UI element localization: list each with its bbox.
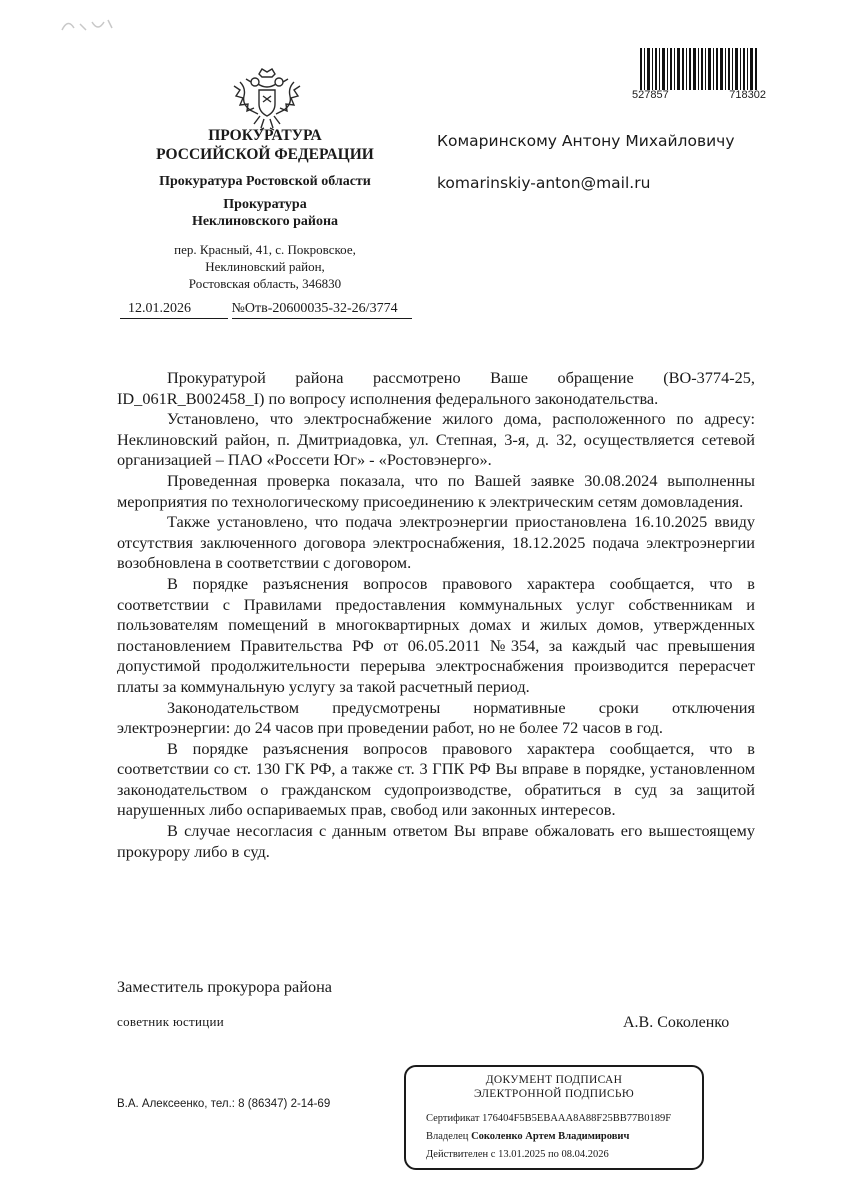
barcode-numbers [632, 89, 766, 101]
letter-body [117, 368, 755, 862]
body-paragraph: В порядке разъяснения вопросов правового характера сообщается, что в соответствии со ст. 130 ГК РФ, а также ст. 3 ГПК РФ Вы вправе в порядке, установленном законодательством о гражданском судопроизводстве, обратиться в суд за защитой нарушенных либо оспариваемых прав, свобод или законных интересов. [117, 738, 755, 820]
stamp-validity [426, 1149, 609, 1160]
district-office-line2: Неклиновского района [191, 214, 339, 229]
body-paragraph: Законодательством предусмотрены нормативные сроки отключения электроэнергии: до 24 часов при проведении работ, но не более 72 часов в год. [117, 697, 755, 738]
org-name-line1: ПРОКУРАТУРА [208, 127, 322, 144]
scan-mark-icon [58, 10, 118, 40]
district-office [120, 196, 410, 230]
stamp-cert-label: Сертификат [426, 1113, 480, 1124]
stamp-owner [426, 1131, 629, 1142]
body-paragraph: В случае несогласия с данным ответом Вы вправе обжаловать его вышестоящему прокурору либо в суд. [117, 821, 755, 861]
registration-number: №Отв-20600035-32-26/3774 [232, 301, 412, 319]
body-paragraph: Проведенная проверка показала, что по Вашей заявке 30.08.2024 выполненны мероприятия по технологическому присоединению к электрическим сетям домовладения. [117, 470, 755, 511]
signatory-title: Заместитель прокурора района [117, 977, 333, 996]
stamp-valid-from: 13.01.2025 [498, 1149, 546, 1160]
stamp-title-line2: ЭЛЕКТРОННОЙ ПОДПИСЬЮ [474, 1088, 634, 1100]
stamp-valid-to-label: по [547, 1149, 559, 1160]
barcode-icon [640, 48, 758, 90]
stamp-owner-label: Владелец [426, 1131, 469, 1142]
recipient-name: Комаринскому Антону Михайловичу [437, 132, 735, 150]
stamp-owner-value: Соколенко Артем Владимирович [471, 1131, 630, 1142]
stamp-title [404, 1073, 704, 1101]
barcode-number-right: 718302 [729, 89, 766, 101]
coat-of-arms-icon [228, 64, 306, 132]
body-paragraph: Прокуратурой района рассмотрено Ваше обращение (ВО-3774-25, ID_061R_B002458_I) по вопросу исполнения федерального законодательства. [117, 368, 755, 408]
address-line1: пер. Красный, 41, с. Покровское, [174, 242, 356, 257]
registration-date: 12.01.2026 [120, 301, 228, 319]
body-paragraph: Также установлено, что подача электроэнергии приостановлена 16.10.2025 ввиду отсутствия заключенного договора электроснабжения, 18.12.2025 подача электроэнергии возобновлена в соответствии с договором. [117, 512, 755, 573]
stamp-certificate [426, 1113, 671, 1124]
recipient-email: komarinskiy-anton@mail.ru [437, 174, 651, 192]
body-paragraph: Установлено, что электроснабжение жилого дома, расположенного по адресу: Неклиновский район, п. Дмитриадовка, ул. Степная, 3-я, д. 32, осуществляется сетевой организацией – ПАО «Россети Юг» - «Ростовэнерго». [117, 409, 755, 470]
org-name-line2: РОССИЙСКОЙ ФЕДЕРАЦИИ [156, 146, 374, 163]
executor-contact: В.А. Алексеенко, тел.: 8 (86347) 2-14-69 [117, 1098, 331, 1110]
stamp-cert-value: 176404F5B5EBAAA8A88F25BB77B0189F [482, 1113, 672, 1124]
district-office-line1: Прокуратура [223, 197, 307, 212]
stamp-valid-label: Действителен с [426, 1149, 496, 1160]
signatory-name: А.В. Соколенко [623, 1014, 730, 1031]
address-line3: Ростовская область, 346830 [188, 276, 342, 291]
registration-line [120, 301, 422, 319]
body-paragraph: В порядке разъяснения вопросов правового характера сообщается, что в соответствии с Правилами предоставления коммунальных услуг собственникам и пользователям помещений в многоквартирных домах и жилых домов, утвержденных постановлением Правительства РФ от 06.05.2011 №354, за каждый час превышения допустимой продолжительности перерыва электроснабжения производится перерасчет платы за коммунальную услугу за такой расчетный период. [117, 573, 755, 696]
signatory-rank: советник юстиции [117, 1014, 225, 1029]
office-address [120, 241, 410, 292]
barcode-number-left: 527857 [632, 89, 669, 101]
region-office: Прокуратура Ростовской области [159, 174, 371, 189]
address-line2: Неклиновский район, [205, 259, 325, 274]
stamp-title-line1: ДОКУМЕНТ ПОДПИСАН [485, 1074, 623, 1086]
stamp-valid-to: 08.04.2026 [561, 1149, 609, 1160]
org-name [120, 126, 410, 164]
